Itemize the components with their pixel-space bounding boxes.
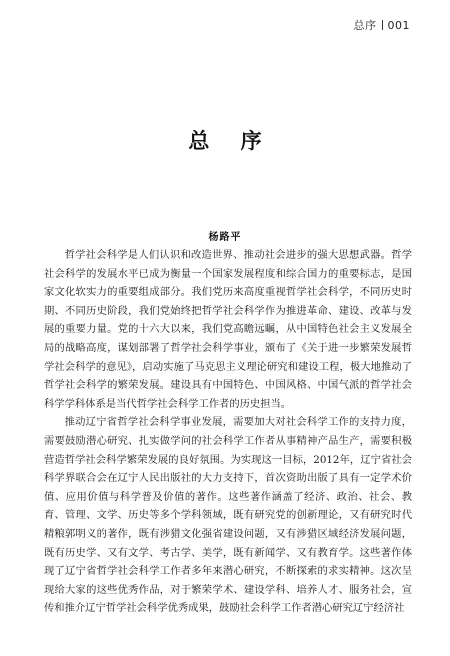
header-divider <box>382 20 383 30</box>
header-page-number: 001 <box>387 19 410 32</box>
header-section-title: 总序 <box>353 19 377 32</box>
chapter-title: 总 序 <box>188 129 274 153</box>
body-text <box>44 246 412 618</box>
paragraph-1: 哲学社会科学是人们认识和改造世界、推动社会进步的强大思想武器。哲学社会科学的发展水平已成为衡量一个国家发展程度和综合国力的重要标志，是国家文化软实力的重要组成部分。我们党历来高度重视哲学社会科学，不同历史时期、不同历史阶段，我们党始终把哲学社会科学作为推进革命、建设、改革与发展的重要力量。党的十六大以来，我们党高瞻远瞩，从中国特色社会主义发展全局的战略高度，谋划部署了哲学社会科学事业，颁布了《关于进一步繁荣发展哲学社会科学的意见》，启动实施了马克思主义理论研究和建设工程，极大地推动了哲学社会科学的繁荣发展。建设具有中国特色、中国风格、中国气派的哲学社会科学学科体系是当代哲学社会科学工作者的历史担当。 <box>44 249 412 410</box>
paragraph-2: 推动辽宁省哲学社会科学事业发展，需要加大对社会科学工作的支持力度，需要鼓励潜心研究、扎实做学问的社会科学工作者从事精神产品生产，需要积极营造哲学社会科学繁荣发展的良好氛围。为实现这一目标，2012年，辽宁省社会科学界联合会在辽宁人民出版社的大力支持下，首次资助出版了具有一定学术价值、应用价值与科学普及价值的著作。这些著作涵盖了经济、政治、社会、教育、管理、文学、历史等多个学科领域，既有研究党的创新理论，又有研究时代精粮郭明义的著作，既有涉猎文化强省建设问题，又有涉猎区域经济发展问题，既有历史学、又有文学、考古学、美学，既有新闻学、又有教育学。这些著作体现了辽宁省哲学社会科学工作者多年来潜心研究，不断探索的求实精神。这次呈现给大家的这些优秀作品，对于繁荣学术、建设学科、培养人才、服务社会，宣传和推介辽宁哲学社会科学优秀成果，鼓励社会科学工作者潜心研究辽宁经济社 <box>44 416 412 615</box>
author-name: 杨路平 <box>208 232 242 243</box>
running-header <box>354 17 411 33</box>
